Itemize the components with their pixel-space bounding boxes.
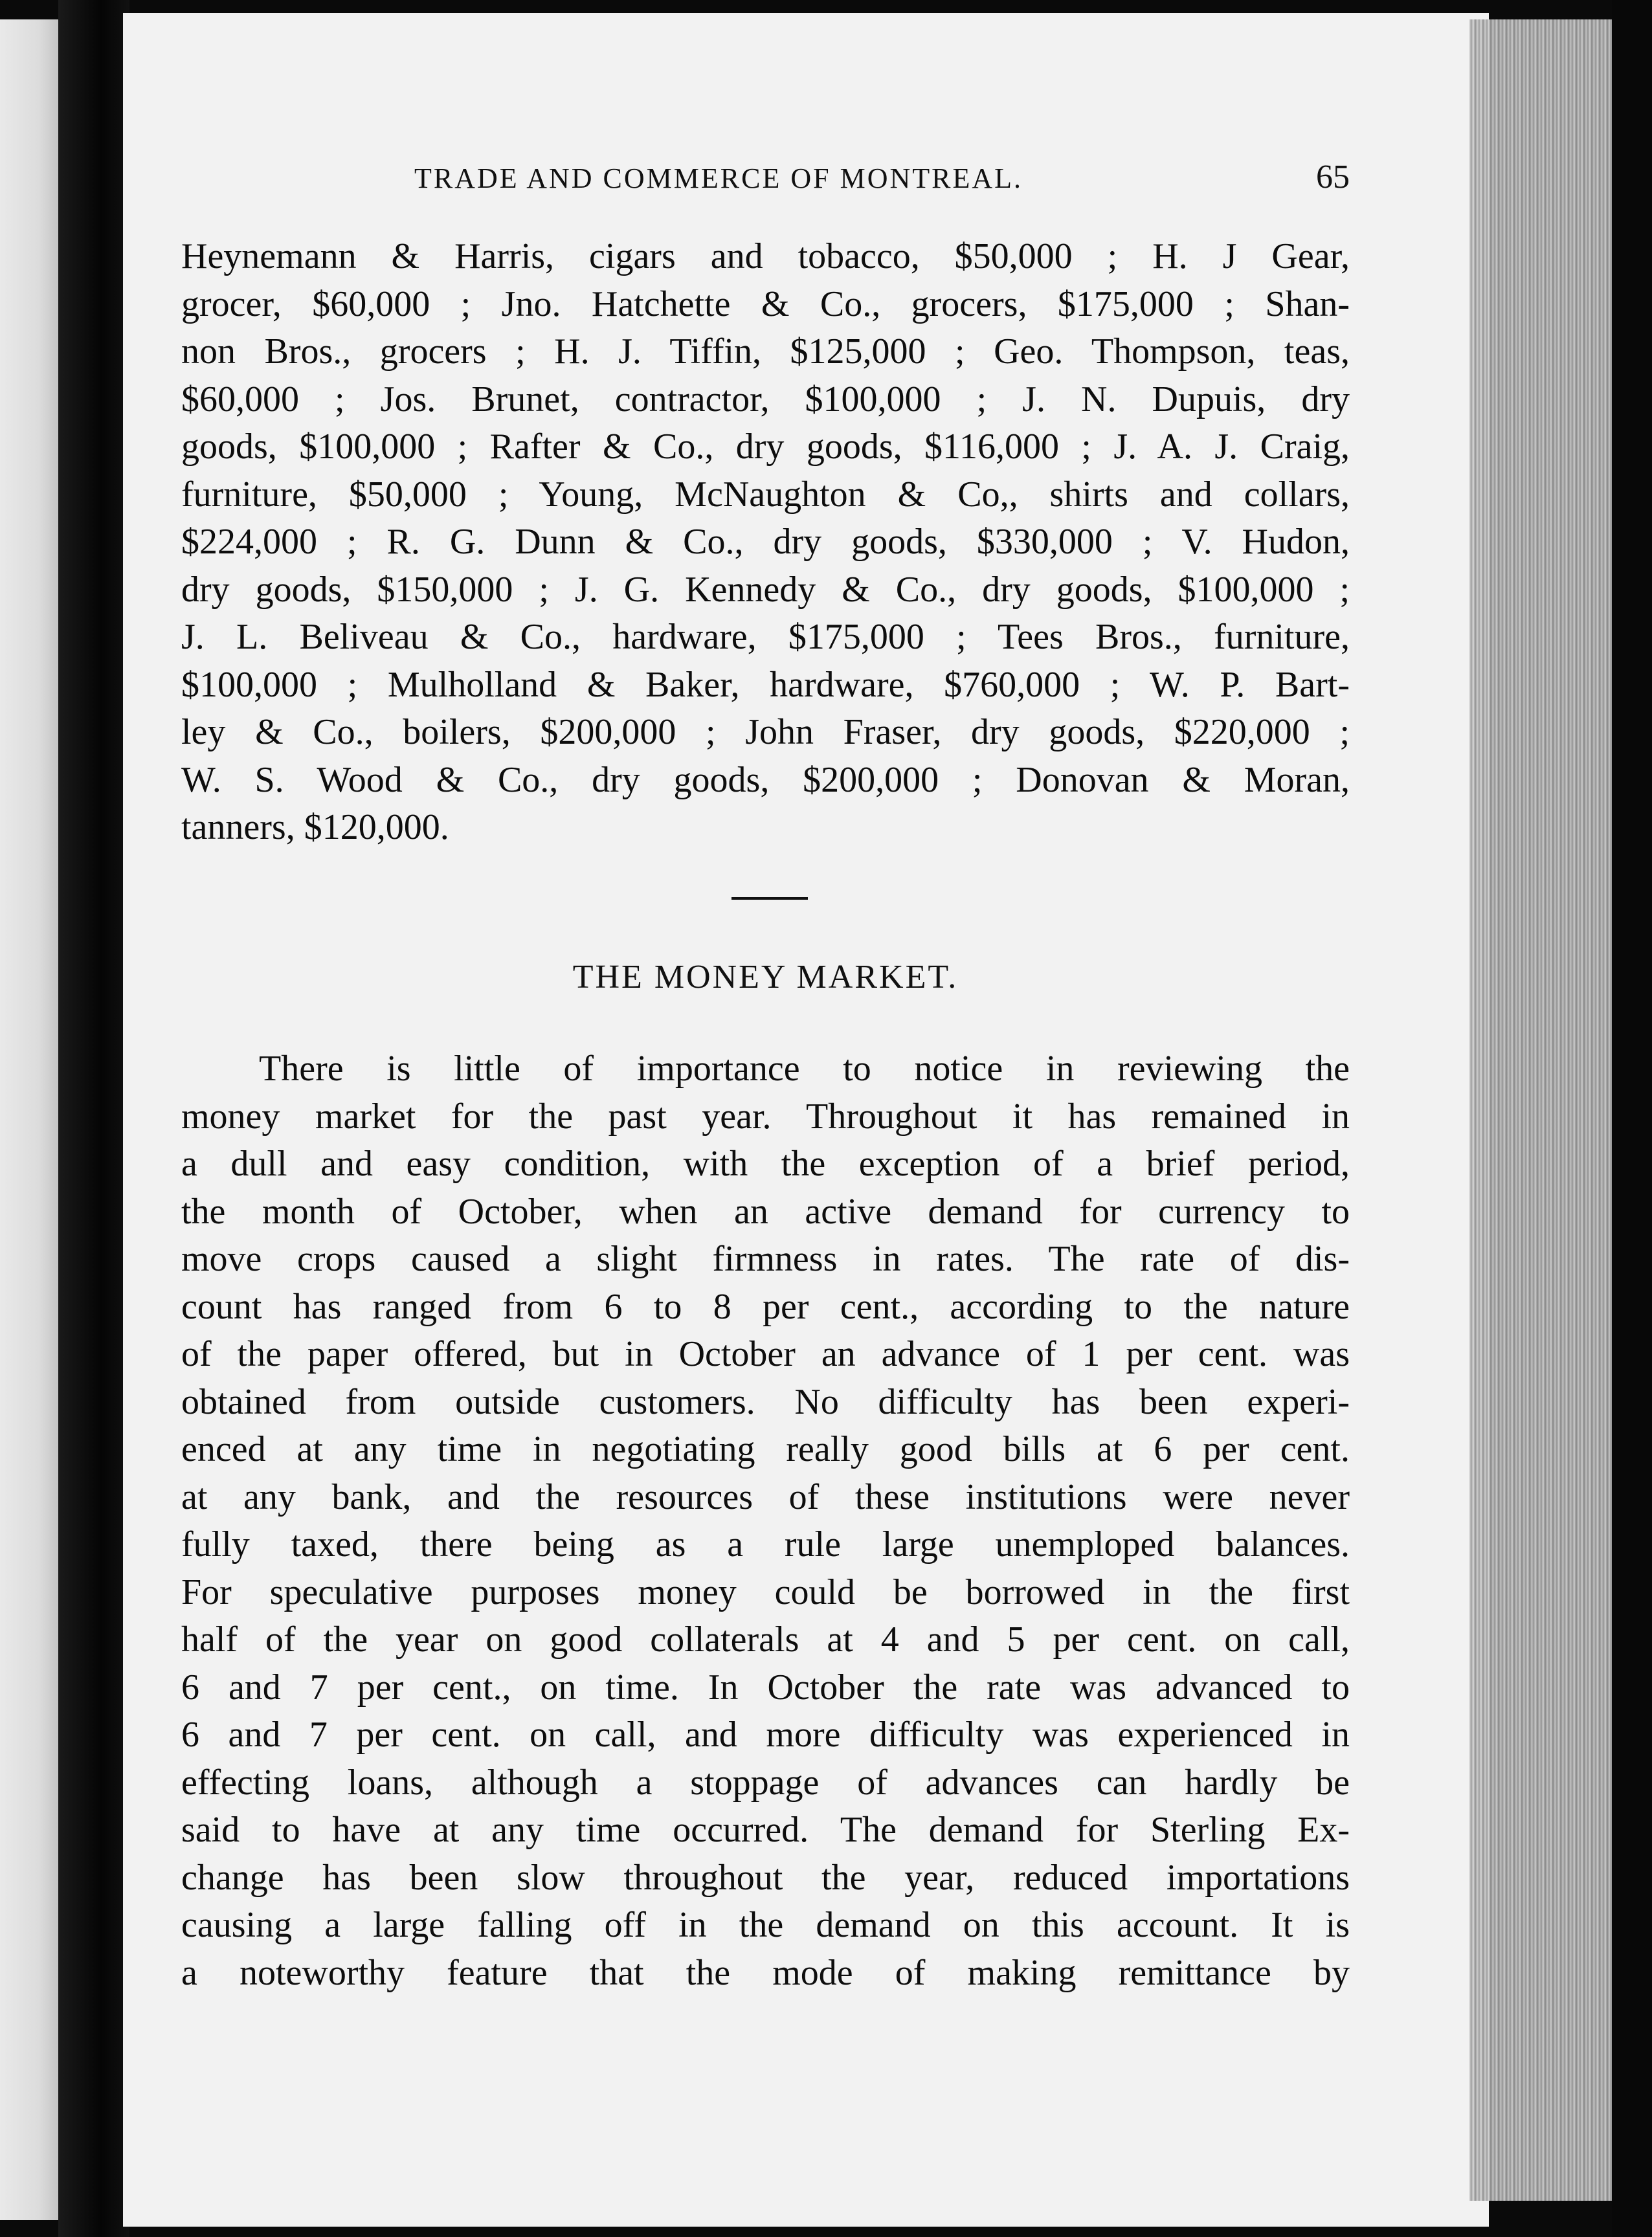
text-line: move crops caused a slight firmness in rates. The rate of dis-: [181, 1239, 1350, 1279]
book-gutter: [58, 0, 129, 2237]
text-line: ley & Co., boilers, $200,000 ; John Fraser, dry goods, $220,000 ;: [181, 712, 1350, 752]
text-line: For speculative purposes money could be borrowed in the first: [181, 1572, 1350, 1612]
text-line: fully taxed, there being as a rule large unemploped balances.: [181, 1524, 1350, 1564]
scan-border-right: [1612, 0, 1652, 2237]
text-line: Heynemann & Harris, cigars and tobacco, $50,000 ; H. J Gear,: [181, 236, 1350, 276]
text-line: said to have at any time occurred. The demand for Sterling Ex-: [181, 1810, 1350, 1850]
text-line: There is little of importance to notice in reviewing the: [259, 1049, 1350, 1089]
text-line: dry goods, $150,000 ; J. G. Kennedy & Co., dry goods, $100,000 ;: [181, 569, 1350, 610]
text-line: a noteworthy feature that the mode of making remittance by: [181, 1952, 1350, 1993]
text-line: count has ranged from 6 to 8 per cent., according to the nature: [181, 1286, 1350, 1327]
text-line: money market for the past year. Throughout it has remained in: [181, 1096, 1350, 1137]
continued-paragraph: [181, 233, 1350, 852]
text-line: tanners, $120,000.: [181, 807, 449, 847]
text-line: furniture, $50,000 ; Young, McNaughton & Co,, shirts and collars,: [181, 474, 1350, 515]
text-line: causing a large falling off in the demand on this account. It is: [181, 1905, 1350, 1945]
text-line: non Bros., grocers ; H. J. Tiffin, $125,000 ; Geo. Thompson, teas,: [181, 331, 1350, 372]
page-number: 65: [1316, 159, 1350, 195]
text-line: a dull and easy condition, with the exception of a brief period,: [181, 1144, 1350, 1184]
facing-page-edge: [0, 19, 65, 2220]
text-line: $100,000 ; Mulholland & Baker, hardware, $760,000 ; W. P. Bart-: [181, 664, 1350, 705]
text-line: 6 and 7 per cent. on call, and more difficulty was experienced in: [181, 1715, 1350, 1755]
text-line: 6 and 7 per cent., on time. In October the rate was advanced to: [181, 1667, 1350, 1708]
text-line: $60,000 ; Jos. Brunet, contractor, $100,000 ; J. N. Dupuis, dry: [181, 379, 1350, 419]
text-line: enced at any time in negotiating really good bills at 6 per cent.: [181, 1429, 1350, 1469]
text-line: the month of October, when an active demand for currency to: [181, 1191, 1350, 1232]
section-divider: [731, 897, 808, 900]
running-head: [181, 159, 1350, 201]
text-line: half of the year on good collaterals at 4 and 5 per cent. on call,: [181, 1619, 1350, 1660]
page-edge-stack: [1469, 19, 1631, 2201]
money-market-paragraph: [181, 1045, 1350, 1997]
section-heading: THE MONEY MARKET.: [572, 959, 959, 996]
text-line: effecting loans, although a stoppage of advances can hardly be: [181, 1762, 1350, 1803]
text-line: $224,000 ; R. G. Dunn & Co., dry goods, $330,000 ; V. Hudon,: [181, 522, 1350, 562]
text-line: W. S. Wood & Co., dry goods, $200,000 ; Donovan & Moran,: [181, 759, 1350, 800]
text-line: J. L. Beliveau & Co., hardware, $175,000 ; Tees Bros., furniture,: [181, 617, 1350, 657]
text-line: obtained from outside customers. No difficulty has been experi-: [181, 1381, 1350, 1422]
running-title: TRADE AND COMMERCE OF MONTREAL.: [414, 162, 1023, 194]
text-line: goods, $100,000 ; Rafter & Co., dry goods, $116,000 ; J. A. J. Craig,: [181, 427, 1350, 467]
text-line: grocer, $60,000 ; Jno. Hatchette & Co., grocers, $175,000 ; Shan-: [181, 284, 1350, 324]
text-line: of the paper offered, but in October an advance of 1 per cent. was: [181, 1334, 1350, 1374]
text-line: at any bank, and the resources of these institutions were never: [181, 1476, 1350, 1517]
text-line: change has been slow throughout the year, reduced importations: [181, 1857, 1350, 1898]
